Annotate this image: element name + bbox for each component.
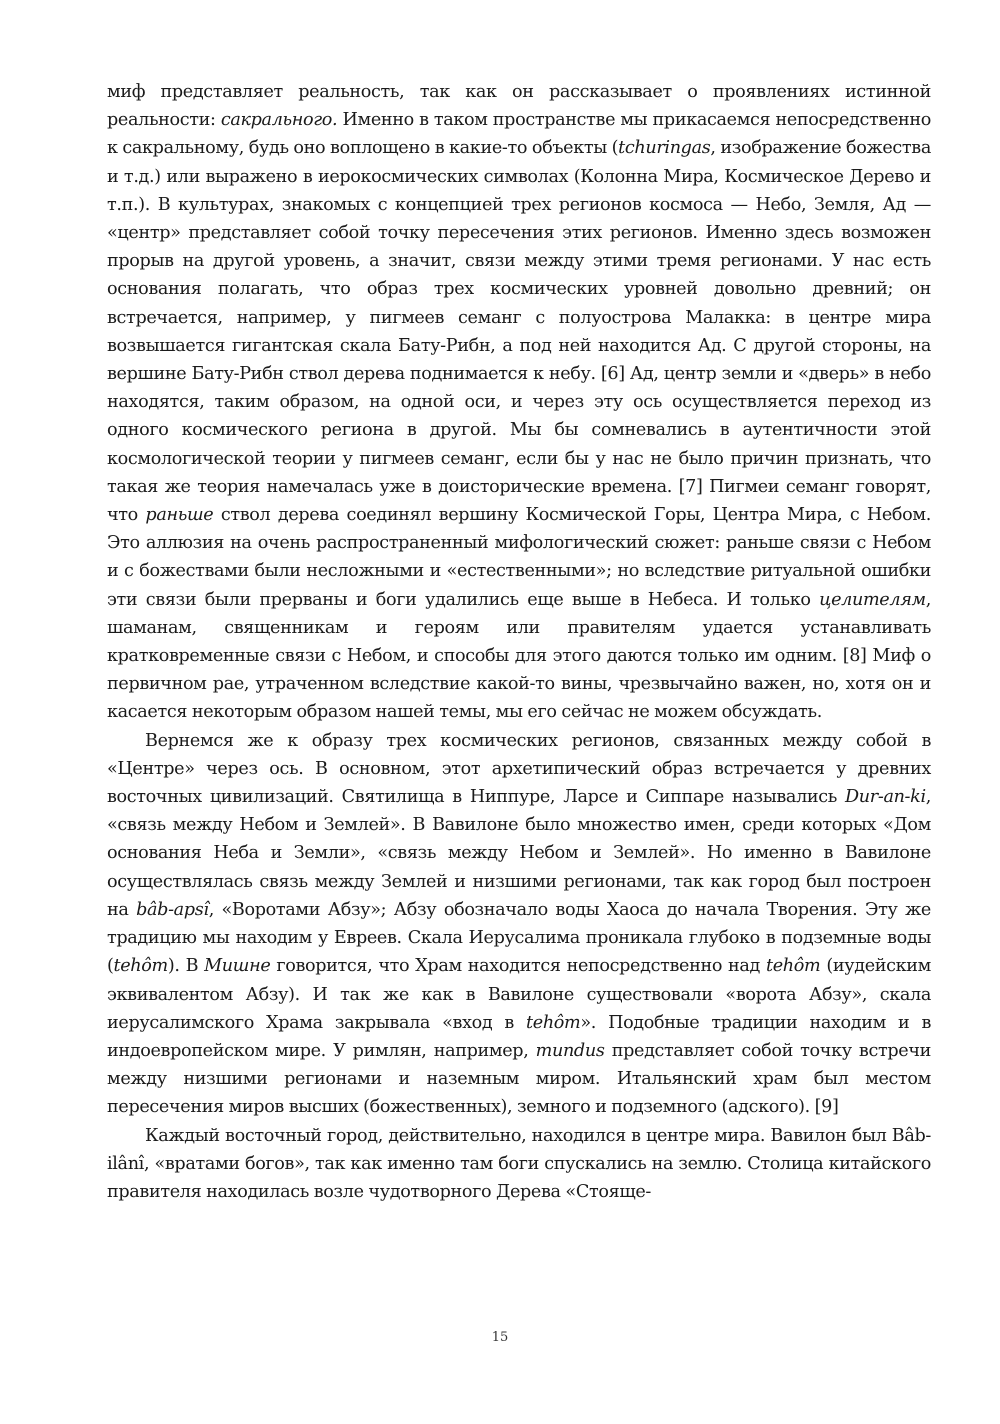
- paragraph-2-segment-8: Мишне: [204, 956, 271, 977]
- paragraph-2-segment-14: mundus: [535, 1040, 605, 1061]
- paragraph-2-segment-6: tehôm: [113, 956, 168, 977]
- paragraph-1-segment-9: , шаманам, священникам и героям или правителям удается устанавливать кратковременные связи с Небом, и способы для этого даются только им одним. [8] Миф о первичном рае, утраченном вследствие какой-то вины, чрезвычайно важен, но, хотя он и касается некоторым образом нашей темы, мы его сейчас не можем обсуждать.: [107, 589, 931, 723]
- paragraph-2-segment-2: Dur-an-ki: [845, 787, 926, 808]
- paragraph-2-segment-5: , «Воротами Абзу»; Абзу обозначало воды Хаоса до начала Творения. Эту же традицию мы находим у Евреев. Скала Иерусалима проникала глубоко в подземные воды (: [107, 899, 931, 977]
- paragraph-1-segment-5: , изображение божества и т.д.) или выражено в иерокосмических символах (Колонна Мира, Космическое Дерево и т.п.). В культурах, знакомых с концепцией трех регионов космоса — Небо, Земля, Ад — «центр» представляет собой точку пересечения этих регионов. Именно здесь возможен прорыв на другой уровень, а значит, связи между этими тремя регионами. У нас есть основания полагать, что образ трех космических уровней довольно древний; он встречается, например, у пигмеев семанг с полуострова Малакка: в центре мира возвышается гигантская скала Бату-Рибн, а под ней находится Ад. С другой стороны, на вершине Бату-Рибн ствол дерева поднимается к небу. [6] Ад, центр земли и «дверь» в небо находятся, таким образом, на одной оси, и через эту ось осуществляется переход из одного космического региона в другой. Мы бы сомневались в аутентичности этой космологической теории у пигмеев семанг, если бы у нас не было причин признать, что такая же теория намечалась уже в доисторические времена. [7] Пигмеи семанг говорят, что: [107, 138, 931, 526]
- paragraph-1-segment-3: Именно в таком пространстве мы прикасаемся непосредственно к сакральному, будь оно воплощено в какие-то объекты (: [107, 110, 932, 159]
- body-text: [107, 78, 931, 1206]
- paragraph-2-segment-7: ). В: [167, 956, 205, 977]
- paragraph-1-segment-2: сакрального.: [220, 110, 338, 131]
- paragraph-1-segment-8: целителям: [819, 589, 926, 610]
- paragraph-3: [107, 1122, 931, 1207]
- paragraph-2-segment-15: представляет собой точку встречи между низшими регионами и наземным миром. Итальянский храм был местом пересечения миров высших (божественных), земного и подземного (адского). [9]: [107, 1040, 931, 1118]
- paragraph-2-segment-12: tehôm: [526, 1012, 581, 1033]
- paragraph-2-segment-3: , «связь между Небом и Землей». В Вавилоне было множество имен, среди которых «Дом основания Неба и Земли», «связь между Небом и Землей». Но именно в Вавилоне осуществлялась связь между Землей и низшими регионами, так как город был построен на: [107, 787, 931, 920]
- paragraph-2: [107, 727, 931, 1122]
- paragraph-1-segment-4: tchuringas: [618, 138, 711, 159]
- paragraph-2-segment-13: ». Подобные традиции находим и в индоевропейском мире. У римлян, например,: [107, 1012, 931, 1061]
- paragraph-2-segment-1: Вернемся же к образу трех космических регионов, связанных между собой в «Центре» через ось. В основном, этот архетипический образ встречается у древних восточных цивилизаций. Святилища в Ниппуре, Ларсе и Сиппаре назывались: [107, 730, 931, 808]
- paragraph-2-segment-11: (иудейским эквивалентом Абзу). И так же как в Вавилоне существовали «ворота Абзу», скала иерусалимского Храма закрывала «вход в: [107, 956, 931, 1033]
- paragraph-2-segment-10: tehôm: [766, 956, 821, 977]
- paragraph-1-segment-6: раньше: [145, 505, 214, 526]
- paragraph-2-segment-4: bâb-apsî: [136, 899, 209, 920]
- paragraph-1-segment-1: миф представляет реальность, так как он рассказывает о проявлениях истинной реальности:: [107, 82, 931, 131]
- paragraph-3-segment-1: Каждый восточный город, действительно, находился в центре мира. Вавилон был Bâb-ilânî, «вратами богов», так как именно там боги спускались на землю. Столица китайского правителя находилась возле чудотворного Дерева «Стояще-: [107, 1125, 931, 1202]
- paragraph-2-segment-9: говорится, что Храм находится непосредственно над: [270, 956, 767, 977]
- paragraph-1: [107, 78, 931, 727]
- paragraph-1-segment-7: ствол дерева соединял вершину Космической Горы, Центра Мира, с Небом. Это аллюзия на очень распространенный мифологический сюжет: раньше связи с Небом и с божествами были несложными и «естественными»; но вследствие ритуальной ошибки эти связи были прерваны и боги удалились еще выше в Небеса. И только: [107, 505, 931, 610]
- page-number: 15: [491, 1330, 509, 1345]
